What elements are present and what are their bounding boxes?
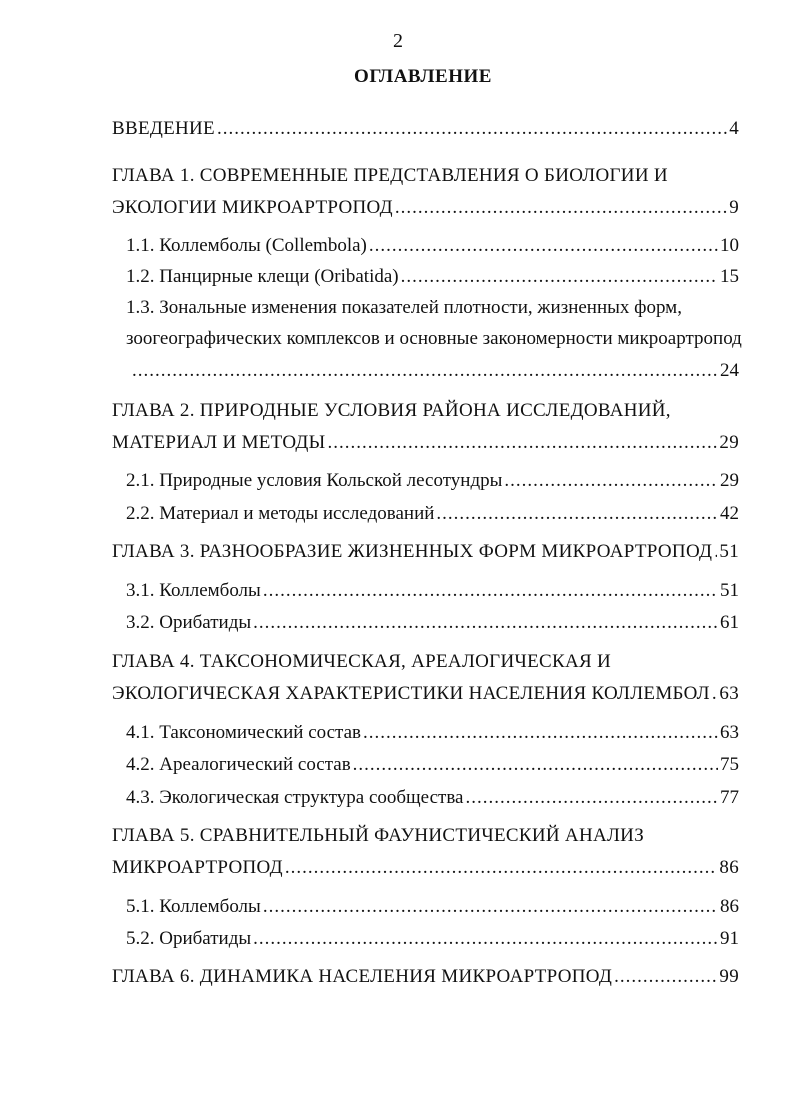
leader-dots (253, 609, 718, 637)
toc-page: 15 (720, 266, 739, 287)
leader-dots (363, 719, 718, 747)
toc-label: МАТЕРИАЛ И МЕТОДЫ (112, 432, 326, 453)
leader-dots (436, 500, 718, 528)
toc-entry-ch1 (0, 194, 796, 222)
toc-entry-ch2-line1 (0, 397, 796, 425)
toc-label: ВВЕДЕНИЕ (112, 118, 215, 139)
toc-entry-ch2 (0, 429, 796, 457)
toc-page: 99 (719, 966, 739, 987)
toc-page: 29 (720, 470, 739, 491)
toc-label: 3.1. Коллемболы (126, 580, 261, 601)
toc-page: 77 (720, 787, 739, 808)
toc-entry-intro (0, 115, 796, 143)
toc-entry-5-2 (0, 925, 796, 953)
toc-label: 5.1. Коллемболы (126, 896, 261, 917)
toc-label: ГЛАВА 1. СОВРЕМЕННЫЕ ПРЕДСТАВЛЕНИЯ О БИОЛОГИИ И (112, 165, 668, 186)
toc-entry-ch6 (0, 963, 796, 991)
leader-dots (465, 784, 718, 812)
toc-label: МИКРОАРТРОПОД (112, 857, 283, 878)
toc-entry-1-1 (0, 232, 796, 260)
toc-entry-4-2 (0, 751, 796, 779)
toc-label: 2.2. Материал и методы исследований (126, 503, 435, 524)
leader-dots (614, 963, 717, 991)
toc-label: ЭКОЛОГИЧЕСКАЯ ХАРАКТЕРИСТИКИ НАСЕЛЕНИЯ КОЛЛЕМБОЛ (112, 683, 710, 704)
toc-label: ГЛАВА 4. ТАКСОНОМИЧЕСКАЯ, АРЕАЛОГИЧЕСКАЯ И (112, 651, 612, 672)
toc-page: 63 (720, 722, 739, 743)
toc-page: 29 (719, 432, 739, 453)
leader-dots (132, 357, 718, 385)
toc-entry-1-3 (0, 357, 796, 385)
toc-label: зоогеографических комплексов и основные закономерности микроартропод (126, 328, 742, 349)
toc-entry-ch4 (0, 680, 796, 708)
toc-entry-3-2 (0, 609, 796, 637)
leader-dots (714, 538, 717, 566)
leader-dots (712, 680, 718, 708)
leader-dots (401, 263, 718, 291)
leader-dots (369, 232, 718, 260)
toc-entry-4-3 (0, 784, 796, 812)
toc-label: ГЛАВА 3. РАЗНООБРАЗИЕ ЖИЗНЕННЫХ ФОРМ МИКРОАРТРОПОД (112, 541, 713, 562)
toc-label: 5.2. Орибатиды (126, 928, 252, 949)
toc-entry-2-1 (0, 467, 796, 495)
toc-entry-1-3-line1 (0, 294, 796, 322)
toc-page: 4 (729, 118, 739, 139)
page-title: ОГЛАВЛЕНИЕ (354, 66, 492, 87)
toc-entry-4-1 (0, 719, 796, 747)
toc-entry-1-3-line2 (0, 325, 796, 353)
leader-dots (285, 854, 718, 882)
toc-label: 1.1. Коллемболы (Collembola) (126, 235, 367, 256)
toc-entry-2-2 (0, 500, 796, 528)
toc-label: 3.2. Орибатиды (126, 612, 252, 633)
toc-label: 4.2. Ареалогический состав (126, 754, 351, 775)
toc-label: 4.1. Таксономический состав (126, 722, 361, 743)
leader-dots (263, 577, 718, 605)
toc-entry-1-2 (0, 263, 796, 291)
toc-page: 42 (720, 503, 739, 524)
leader-dots (263, 893, 718, 921)
leader-dots (395, 194, 727, 222)
toc-page: 86 (720, 896, 739, 917)
toc-entry-3-1 (0, 577, 796, 605)
toc-entry-ch1-line1 (0, 162, 796, 190)
toc-page: 51 (719, 541, 739, 562)
toc-page: 9 (729, 197, 739, 218)
leader-dots (504, 467, 718, 495)
toc-label: 2.1. Природные условия Кольской лесотундры (126, 470, 503, 491)
leader-dots (328, 429, 718, 457)
toc-label: ГЛАВА 2. ПРИРОДНЫЕ УСЛОВИЯ РАЙОНА ИССЛЕДОВАНИЙ, (112, 400, 671, 421)
page-number: 2 (393, 30, 403, 52)
toc-page: 61 (720, 612, 739, 633)
toc-entry-ch5-line1 (0, 822, 796, 850)
toc-label: ГЛАВА 5. СРАВНИТЕЛЬНЫЙ ФАУНИСТИЧЕСКИЙ АНАЛИЗ (112, 825, 645, 846)
toc-page: 10 (720, 235, 739, 256)
toc-page: 75 (720, 754, 739, 775)
toc-label: ЭКОЛОГИИ МИКРОАРТРОПОД (112, 197, 393, 218)
leader-dots (353, 751, 718, 779)
toc-page: 24 (720, 360, 739, 381)
toc-entry-ch4-line1 (0, 648, 796, 676)
toc-entry-5-1 (0, 893, 796, 921)
toc-page: 51 (720, 580, 739, 601)
toc-entry-ch5 (0, 854, 796, 882)
leader-dots (253, 925, 718, 953)
toc-page: 63 (719, 683, 739, 704)
toc-label: 1.2. Панцирные клещи (Oribatida) (126, 266, 399, 287)
toc-label: ГЛАВА 6. ДИНАМИКА НАСЕЛЕНИЯ МИКРОАРТРОПОД (112, 966, 613, 987)
toc-page: 86 (719, 857, 739, 878)
toc-entry-ch3 (0, 538, 796, 566)
leader-dots (217, 115, 727, 143)
toc-label: 1.3. Зональные изменения показателей плотности, жизненных форм, (126, 297, 682, 318)
toc-page: 91 (720, 928, 739, 949)
toc-label: 4.3. Экологическая структура сообщества (126, 787, 464, 808)
